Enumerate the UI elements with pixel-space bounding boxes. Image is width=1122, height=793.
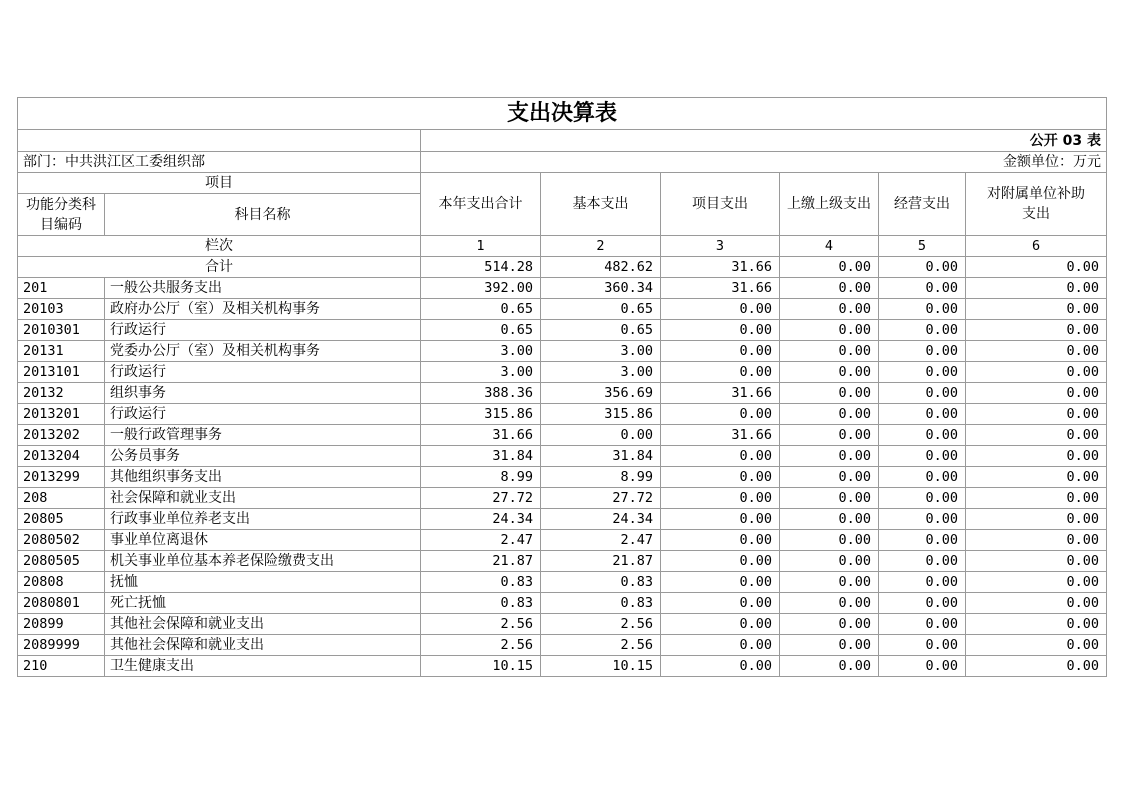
total-value: 482.62 <box>541 257 661 278</box>
amount-cell: 31.66 <box>661 278 780 299</box>
amount-cell: 0.00 <box>966 341 1107 362</box>
subject-name: 组织事务 <box>105 383 421 404</box>
header-item: 项目 <box>18 173 421 194</box>
amount-cell: 0.00 <box>966 551 1107 572</box>
header-business: 经营支出 <box>879 173 966 236</box>
subject-code: 20899 <box>18 614 105 635</box>
subject-code: 2013202 <box>18 425 105 446</box>
amount-cell: 0.00 <box>541 425 661 446</box>
table-row <box>18 425 1107 446</box>
amount-cell: 0.00 <box>661 572 780 593</box>
amount-cell: 2.56 <box>421 635 541 656</box>
amount-cell: 21.87 <box>421 551 541 572</box>
amount-cell: 0.00 <box>966 446 1107 467</box>
table-row <box>18 467 1107 488</box>
amount-cell: 0.00 <box>661 614 780 635</box>
header-basic: 基本支出 <box>541 173 661 236</box>
amount-cell: 0.00 <box>879 299 966 320</box>
amount-cell: 0.00 <box>780 362 879 383</box>
subject-code: 20805 <box>18 509 105 530</box>
subject-code: 20808 <box>18 572 105 593</box>
subject-code: 2010301 <box>18 320 105 341</box>
amount-cell: 388.36 <box>421 383 541 404</box>
amount-cell: 392.00 <box>421 278 541 299</box>
amount-cell: 0.00 <box>661 404 780 425</box>
subject-name: 抚恤 <box>105 572 421 593</box>
table-row <box>18 299 1107 320</box>
table-row <box>18 341 1107 362</box>
amount-cell: 0.00 <box>780 530 879 551</box>
amount-cell: 2.56 <box>421 614 541 635</box>
amount-cell: 0.00 <box>879 404 966 425</box>
amount-cell: 0.00 <box>661 320 780 341</box>
subject-code: 2080505 <box>18 551 105 572</box>
header-subsidy: 对附属单位补助支出 <box>966 173 1107 236</box>
subject-name: 行政事业单位养老支出 <box>105 509 421 530</box>
amount-cell: 0.83 <box>541 593 661 614</box>
amount-cell: 3.00 <box>421 362 541 383</box>
amount-cell: 0.83 <box>421 572 541 593</box>
subject-name: 事业单位离退休 <box>105 530 421 551</box>
amount-cell: 0.00 <box>780 488 879 509</box>
subject-name: 其他社会保障和就业支出 <box>105 635 421 656</box>
amount-cell: 0.00 <box>879 362 966 383</box>
amount-cell: 31.84 <box>541 446 661 467</box>
amount-cell: 24.34 <box>541 509 661 530</box>
amount-cell: 0.00 <box>879 278 966 299</box>
amount-cell: 0.00 <box>879 635 966 656</box>
amount-cell: 0.00 <box>661 509 780 530</box>
subject-name: 行政运行 <box>105 362 421 383</box>
column-index: 1 <box>421 236 541 257</box>
amount-cell: 0.00 <box>966 656 1107 677</box>
table-row <box>18 656 1107 677</box>
amount-cell: 27.72 <box>541 488 661 509</box>
amount-cell: 2.47 <box>421 530 541 551</box>
amount-cell: 0.00 <box>780 320 879 341</box>
amount-cell: 0.00 <box>780 572 879 593</box>
amount-cell: 0.00 <box>780 278 879 299</box>
amount-cell: 0.00 <box>879 656 966 677</box>
subject-name: 其他社会保障和就业支出 <box>105 614 421 635</box>
header-name: 科目名称 <box>105 194 421 236</box>
table-row <box>18 446 1107 467</box>
subject-name: 政府办公厅（室）及相关机构事务 <box>105 299 421 320</box>
subject-code: 208 <box>18 488 105 509</box>
amount-cell: 0.65 <box>421 320 541 341</box>
amount-cell: 360.34 <box>541 278 661 299</box>
table-row <box>18 383 1107 404</box>
unit-label: 金额单位：万元 <box>421 152 1107 173</box>
subject-code: 20131 <box>18 341 105 362</box>
amount-cell: 0.00 <box>661 530 780 551</box>
amount-cell: 0.00 <box>780 299 879 320</box>
amount-cell: 0.00 <box>879 572 966 593</box>
amount-cell: 0.00 <box>661 299 780 320</box>
amount-cell: 0.00 <box>661 656 780 677</box>
column-index-label: 栏次 <box>18 236 421 257</box>
amount-cell: 0.00 <box>966 530 1107 551</box>
subject-name: 卫生健康支出 <box>105 656 421 677</box>
column-index: 3 <box>661 236 780 257</box>
column-index: 5 <box>879 236 966 257</box>
table-row <box>18 593 1107 614</box>
amount-cell: 3.00 <box>541 341 661 362</box>
total-value: 0.00 <box>966 257 1107 278</box>
amount-cell: 3.00 <box>541 362 661 383</box>
subject-code: 2013204 <box>18 446 105 467</box>
table-row <box>18 362 1107 383</box>
subject-name: 机关事业单位基本养老保险缴费支出 <box>105 551 421 572</box>
amount-cell: 31.66 <box>661 383 780 404</box>
amount-cell: 0.00 <box>661 593 780 614</box>
amount-cell: 0.00 <box>879 488 966 509</box>
amount-cell: 10.15 <box>541 656 661 677</box>
amount-cell: 0.00 <box>780 467 879 488</box>
amount-cell: 0.00 <box>661 341 780 362</box>
subject-code: 201 <box>18 278 105 299</box>
amount-cell: 0.00 <box>879 383 966 404</box>
subject-code: 2013201 <box>18 404 105 425</box>
table-row <box>18 551 1107 572</box>
subject-code: 2089999 <box>18 635 105 656</box>
subject-code: 210 <box>18 656 105 677</box>
amount-cell: 0.00 <box>879 425 966 446</box>
amount-cell: 0.00 <box>879 467 966 488</box>
subject-name: 公务员事务 <box>105 446 421 467</box>
amount-cell: 0.65 <box>541 299 661 320</box>
amount-cell: 0.00 <box>661 362 780 383</box>
amount-cell: 0.00 <box>966 404 1107 425</box>
department-label: 部门：中共洪江区工委组织部 <box>18 152 421 173</box>
amount-cell: 0.00 <box>780 341 879 362</box>
subject-name: 死亡抚恤 <box>105 593 421 614</box>
amount-cell: 0.00 <box>780 425 879 446</box>
subject-code: 2080801 <box>18 593 105 614</box>
amount-cell: 0.00 <box>966 593 1107 614</box>
amount-cell: 0.65 <box>541 320 661 341</box>
amount-cell: 0.00 <box>780 404 879 425</box>
amount-cell: 0.00 <box>780 551 879 572</box>
amount-cell: 0.00 <box>780 593 879 614</box>
amount-cell: 0.00 <box>966 614 1107 635</box>
table-row <box>18 635 1107 656</box>
total-value: 0.00 <box>879 257 966 278</box>
amount-cell: 8.99 <box>541 467 661 488</box>
amount-cell: 0.00 <box>966 383 1107 404</box>
total-value: 514.28 <box>421 257 541 278</box>
amount-cell: 0.00 <box>966 320 1107 341</box>
amount-cell: 0.00 <box>661 488 780 509</box>
amount-cell: 0.00 <box>879 593 966 614</box>
table-row <box>18 509 1107 530</box>
header-upper: 上缴上级支出 <box>780 173 879 236</box>
header-project: 项目支出 <box>661 173 780 236</box>
amount-cell: 0.00 <box>966 509 1107 530</box>
table-row <box>18 278 1107 299</box>
amount-cell: 3.00 <box>421 341 541 362</box>
amount-cell: 31.66 <box>421 425 541 446</box>
amount-cell: 31.66 <box>661 425 780 446</box>
amount-cell: 0.00 <box>879 614 966 635</box>
amount-cell: 2.56 <box>541 614 661 635</box>
amount-cell: 315.86 <box>541 404 661 425</box>
total-value: 31.66 <box>661 257 780 278</box>
amount-cell: 0.00 <box>661 635 780 656</box>
subject-code: 20132 <box>18 383 105 404</box>
amount-cell: 0.83 <box>541 572 661 593</box>
amount-cell: 315.86 <box>421 404 541 425</box>
amount-cell: 0.00 <box>780 383 879 404</box>
amount-cell: 24.34 <box>421 509 541 530</box>
amount-cell: 0.00 <box>780 509 879 530</box>
subject-name: 社会保障和就业支出 <box>105 488 421 509</box>
amount-cell: 27.72 <box>421 488 541 509</box>
amount-cell: 0.00 <box>966 278 1107 299</box>
form-number: 公开 03 表 <box>421 130 1107 152</box>
amount-cell: 0.00 <box>661 446 780 467</box>
amount-cell: 0.00 <box>879 320 966 341</box>
subject-name: 行政运行 <box>105 404 421 425</box>
subject-code: 2013299 <box>18 467 105 488</box>
amount-cell: 0.65 <box>421 299 541 320</box>
amount-cell: 0.00 <box>780 656 879 677</box>
table-row <box>18 320 1107 341</box>
amount-cell: 10.15 <box>421 656 541 677</box>
header-total: 本年支出合计 <box>421 173 541 236</box>
header-code: 功能分类科目编码 <box>18 194 105 236</box>
column-index: 6 <box>966 236 1107 257</box>
subject-name: 一般行政管理事务 <box>105 425 421 446</box>
table-row <box>18 488 1107 509</box>
table-title: 支出决算表 <box>18 98 1107 130</box>
subject-name: 一般公共服务支出 <box>105 278 421 299</box>
amount-cell: 2.56 <box>541 635 661 656</box>
amount-cell: 31.84 <box>421 446 541 467</box>
amount-cell: 356.69 <box>541 383 661 404</box>
amount-cell: 0.00 <box>879 551 966 572</box>
amount-cell: 0.00 <box>966 467 1107 488</box>
subject-code: 2013101 <box>18 362 105 383</box>
amount-cell: 0.00 <box>879 446 966 467</box>
subject-code: 20103 <box>18 299 105 320</box>
expenditure-table <box>17 97 1107 677</box>
expenditure-table-sheet <box>17 97 1106 677</box>
column-index: 2 <box>541 236 661 257</box>
amount-cell: 0.00 <box>780 635 879 656</box>
amount-cell: 0.00 <box>780 614 879 635</box>
column-index: 4 <box>780 236 879 257</box>
subject-name: 行政运行 <box>105 320 421 341</box>
amount-cell: 0.00 <box>966 362 1107 383</box>
amount-cell: 0.00 <box>966 635 1107 656</box>
blank-cell <box>18 130 421 152</box>
amount-cell: 21.87 <box>541 551 661 572</box>
amount-cell: 0.83 <box>421 593 541 614</box>
amount-cell: 0.00 <box>879 530 966 551</box>
amount-cell: 0.00 <box>879 341 966 362</box>
amount-cell: 0.00 <box>780 446 879 467</box>
amount-cell: 0.00 <box>661 551 780 572</box>
table-row <box>18 614 1107 635</box>
total-value: 0.00 <box>780 257 879 278</box>
subject-code: 2080502 <box>18 530 105 551</box>
table-row <box>18 404 1107 425</box>
subject-name: 其他组织事务支出 <box>105 467 421 488</box>
amount-cell: 0.00 <box>966 488 1107 509</box>
total-row-label: 合计 <box>18 257 421 278</box>
amount-cell: 0.00 <box>966 299 1107 320</box>
amount-cell: 2.47 <box>541 530 661 551</box>
table-row <box>18 530 1107 551</box>
table-row <box>18 572 1107 593</box>
amount-cell: 0.00 <box>966 425 1107 446</box>
subject-name: 党委办公厅（室）及相关机构事务 <box>105 341 421 362</box>
amount-cell: 8.99 <box>421 467 541 488</box>
amount-cell: 0.00 <box>661 467 780 488</box>
amount-cell: 0.00 <box>879 509 966 530</box>
amount-cell: 0.00 <box>966 572 1107 593</box>
